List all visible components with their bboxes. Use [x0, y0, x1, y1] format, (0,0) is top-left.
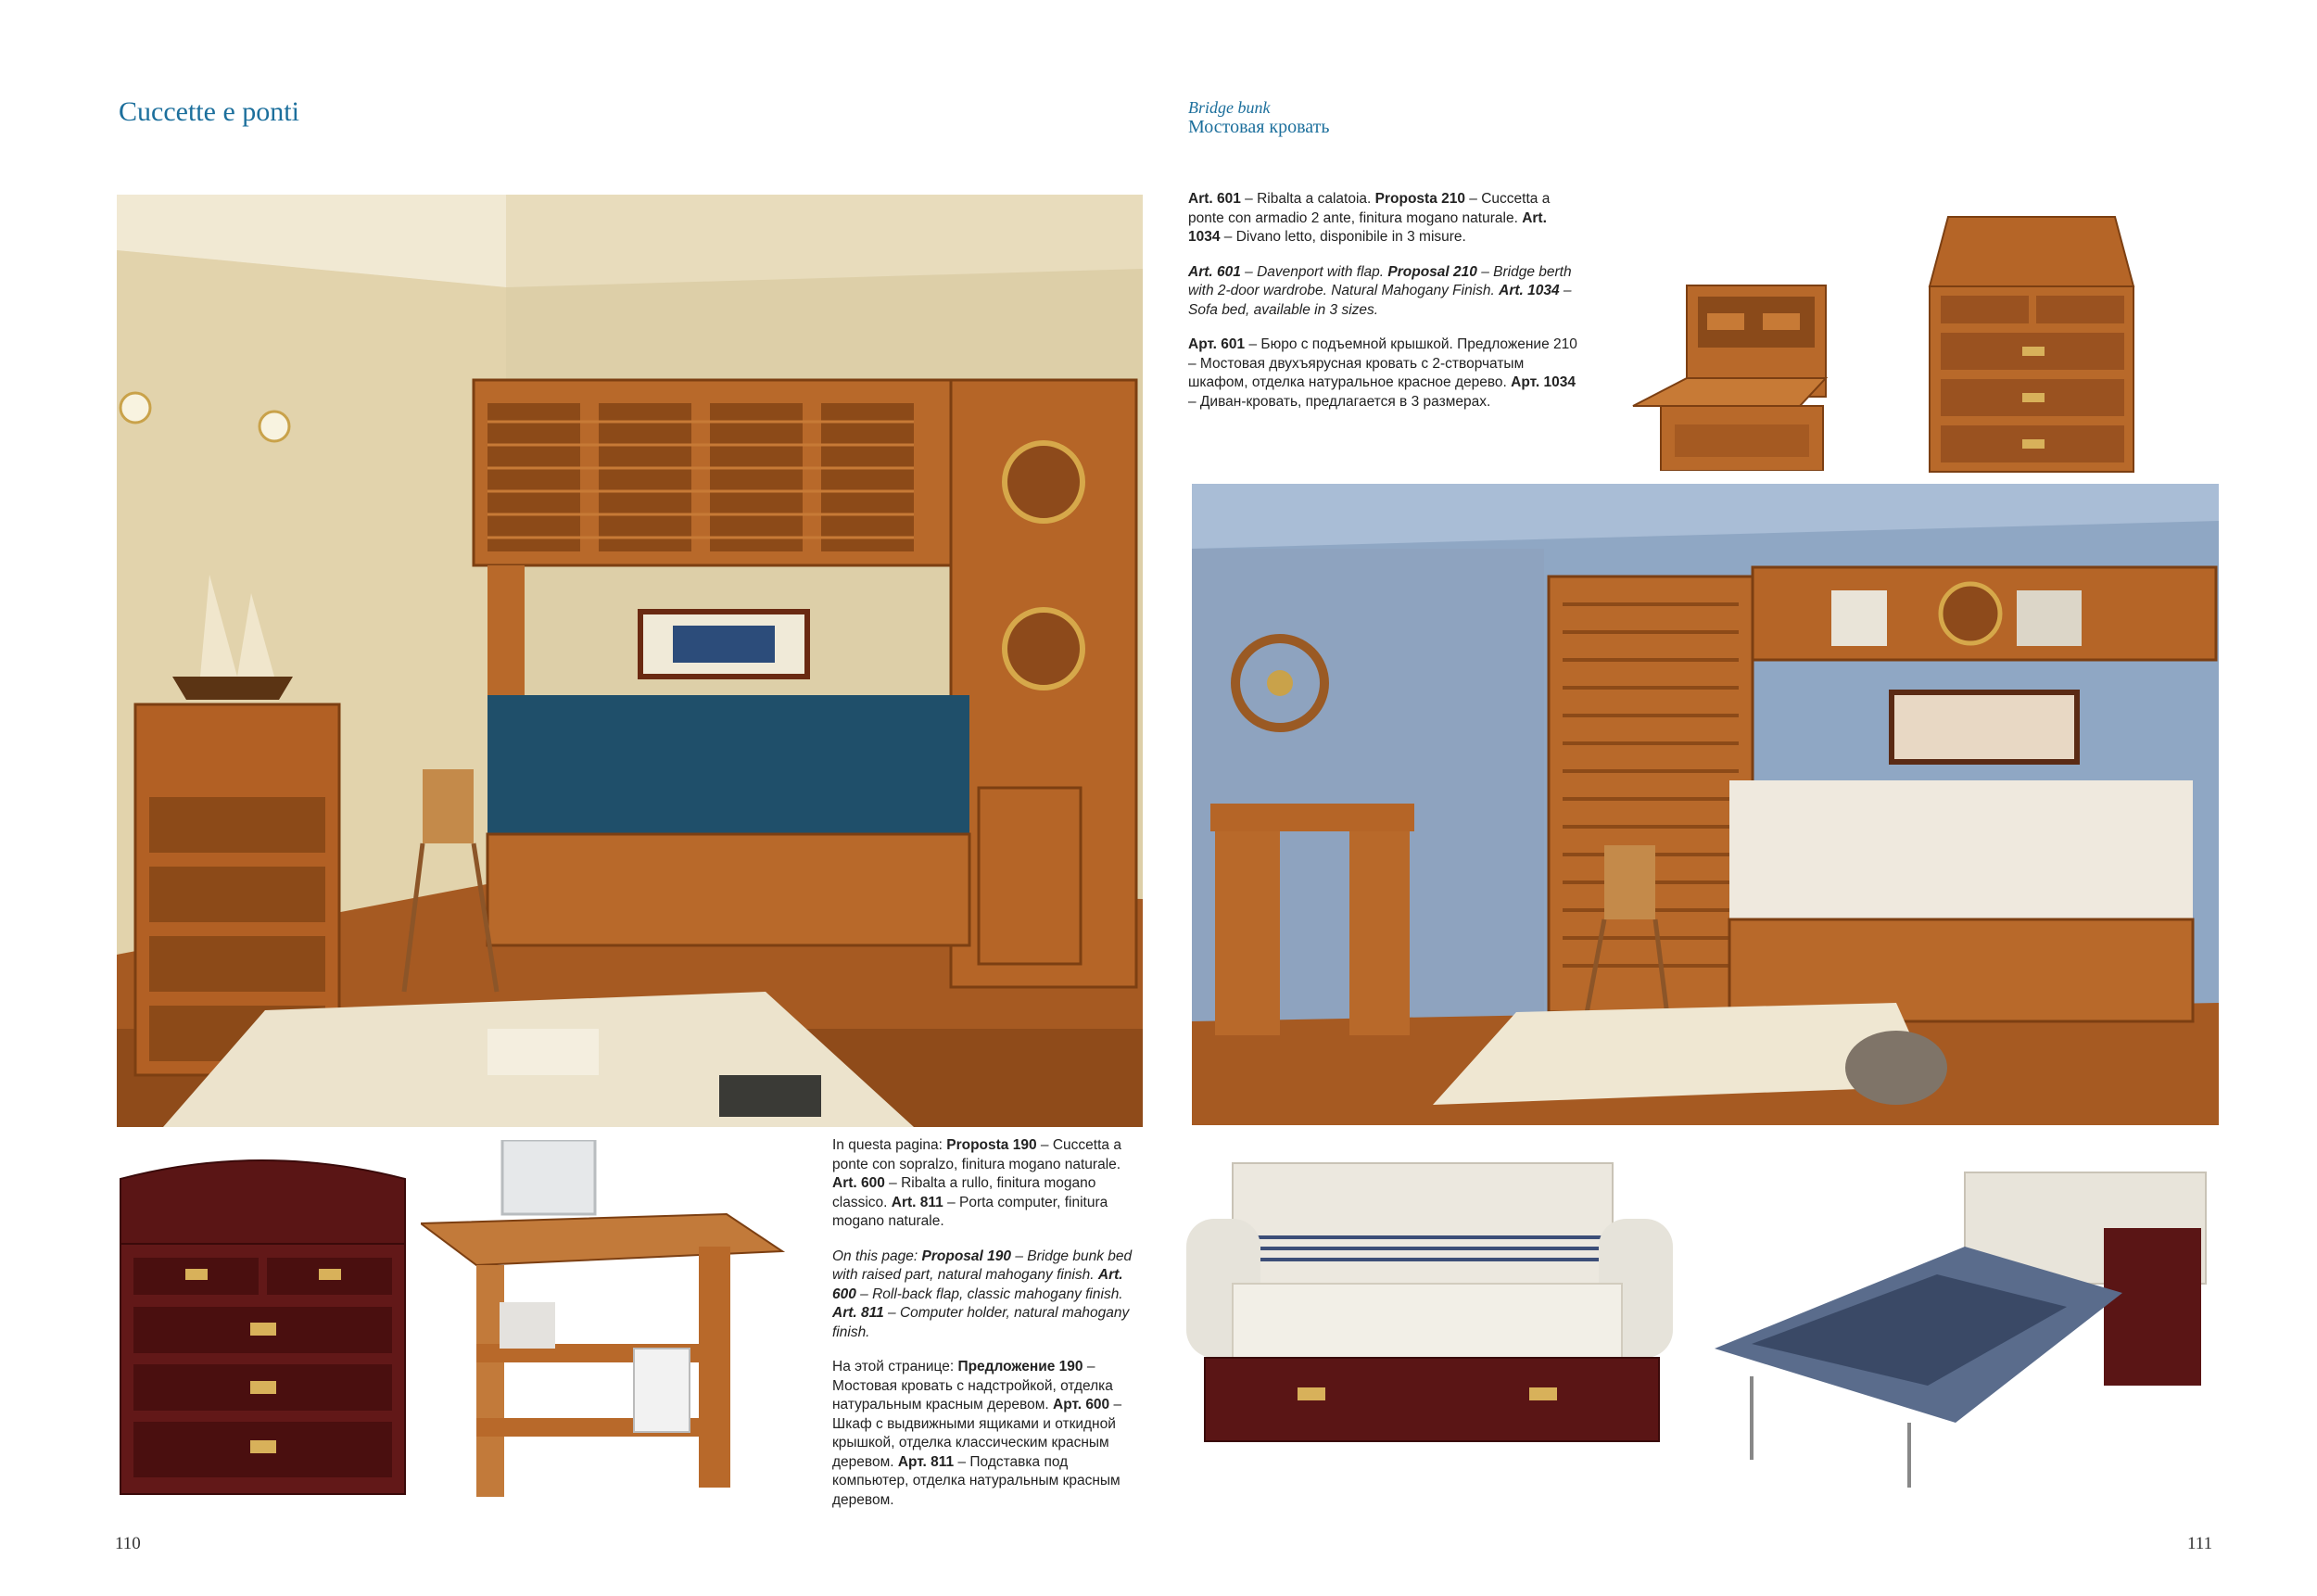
caption-text: – Ribalta a rullo, finitura mogano classico.: [832, 1175, 1096, 1210]
caption-text: – Bridge berth with 2-door wardrobe. Natural Mahogany Finish.: [1188, 263, 1572, 298]
caption-article-code: Art. 601: [1188, 263, 1241, 280]
caption-text: На этой странице:: [832, 1359, 958, 1374]
caption-bottom-en: [832, 1248, 1147, 1343]
page-title-left: Cuccette e ponti: [119, 96, 299, 127]
caption-text: In questa pagina:: [832, 1137, 947, 1153]
caption-text: – Cuccetta a ponte con armadio 2 ante, finitura mogano naturale.: [1188, 191, 1551, 226]
caption-text: – Бюро с подъемной крышкой. Предложение 210 – Мостовая двухъярусная кровать с 2-створчатым шкафом, отделка натуральное красное дерево.: [1188, 336, 1577, 390]
caption-proposal-190: [832, 1136, 1147, 1526]
page-subtitle-right: Bridge bunk: [1188, 98, 1271, 117]
photo-art-600: [85, 1142, 434, 1501]
caption-article-code: Арт. 1034: [1511, 374, 1576, 390]
caption-text: – Cuccetta a ponte con sopralzo, finitura mogano naturale.: [832, 1137, 1121, 1172]
caption-text: – Ribalta a calatoia.: [1240, 191, 1375, 207]
caption-article-code: Proposta 190: [946, 1137, 1037, 1153]
caption-article-code: Proposta 210: [1374, 191, 1465, 207]
caption-text: – Диван-кровать, предлагается в 3 размерах.: [1188, 393, 1491, 410]
caption-text: – Шкаф с выдвижными ящиками и откидной крышкой, отделка классическим красным деревом.: [832, 1397, 1122, 1470]
caption-text: – Roll-back flap, classic mahogany finish.: [855, 1286, 1123, 1302]
page-number-right: 111: [2187, 1534, 2213, 1553]
caption-article-code: Арт. 811: [897, 1453, 955, 1470]
caption-text: – Davenport with flap.: [1240, 263, 1388, 280]
caption-article-code: Art. 811: [832, 1305, 884, 1321]
caption-text: – Sofa bed, available in 3 sizes.: [1188, 283, 1572, 318]
caption-text: – Porta computer, finitura mogano naturale.: [832, 1194, 1108, 1229]
caption-article-code: Proposal 190: [921, 1248, 1012, 1264]
caption-text: – Divano letto, disponibile in 3 misure.: [1220, 229, 1466, 245]
caption-text: On this page:: [832, 1248, 922, 1264]
caption-top-ru: [1188, 336, 1579, 412]
caption-article-code: Art. 811: [891, 1194, 943, 1210]
photo-art-601-open: [1624, 276, 1867, 471]
page-title-right: Мостовая кровать: [1188, 117, 1330, 137]
caption-bottom-ru: [832, 1358, 1147, 1510]
photo-proposal-210-room: [1192, 484, 2219, 1125]
caption-article-code: Art. 1034: [1499, 283, 1560, 298]
caption-top-it: [1188, 190, 1579, 247]
caption-text: – Computer holder, natural mahogany finish.: [832, 1305, 1130, 1340]
photo-art-1034-bed-open: [1696, 1145, 2221, 1504]
caption-bottom-it: [832, 1136, 1147, 1232]
caption-article-code: Art. 601: [1188, 191, 1241, 207]
caption-top-en: [1188, 263, 1579, 321]
caption-article-code: Арт. 600: [1053, 1397, 1110, 1412]
caption-text: – Подставка под компьютер, отделка натуральным красным деревом.: [832, 1453, 1121, 1508]
caption-article-code: Арт. 601: [1188, 336, 1246, 352]
photo-art-811: [421, 1140, 795, 1511]
caption-article-code: Proposal 210: [1387, 263, 1477, 280]
caption-article-code: Art. 600: [832, 1175, 885, 1191]
photo-art-601-closed: [1893, 198, 2172, 484]
photo-proposal-190-room: [117, 195, 1143, 1127]
caption-article-code: Art. 600: [832, 1267, 1123, 1302]
caption-article-code: Предложение 190: [957, 1359, 1083, 1374]
caption-text: – Мостовая кровать с надстройкой, отделка натуральным красным деревом.: [832, 1359, 1113, 1412]
caption-proposal-210: [1188, 190, 1579, 427]
caption-article-code: Art. 1034: [1188, 209, 1547, 245]
photo-art-1034-sofa: [1177, 1145, 1683, 1456]
caption-text: – Bridge bunk bed with raised part, natural mahogany finish.: [832, 1248, 1133, 1283]
page-number-left: 110: [115, 1534, 141, 1553]
